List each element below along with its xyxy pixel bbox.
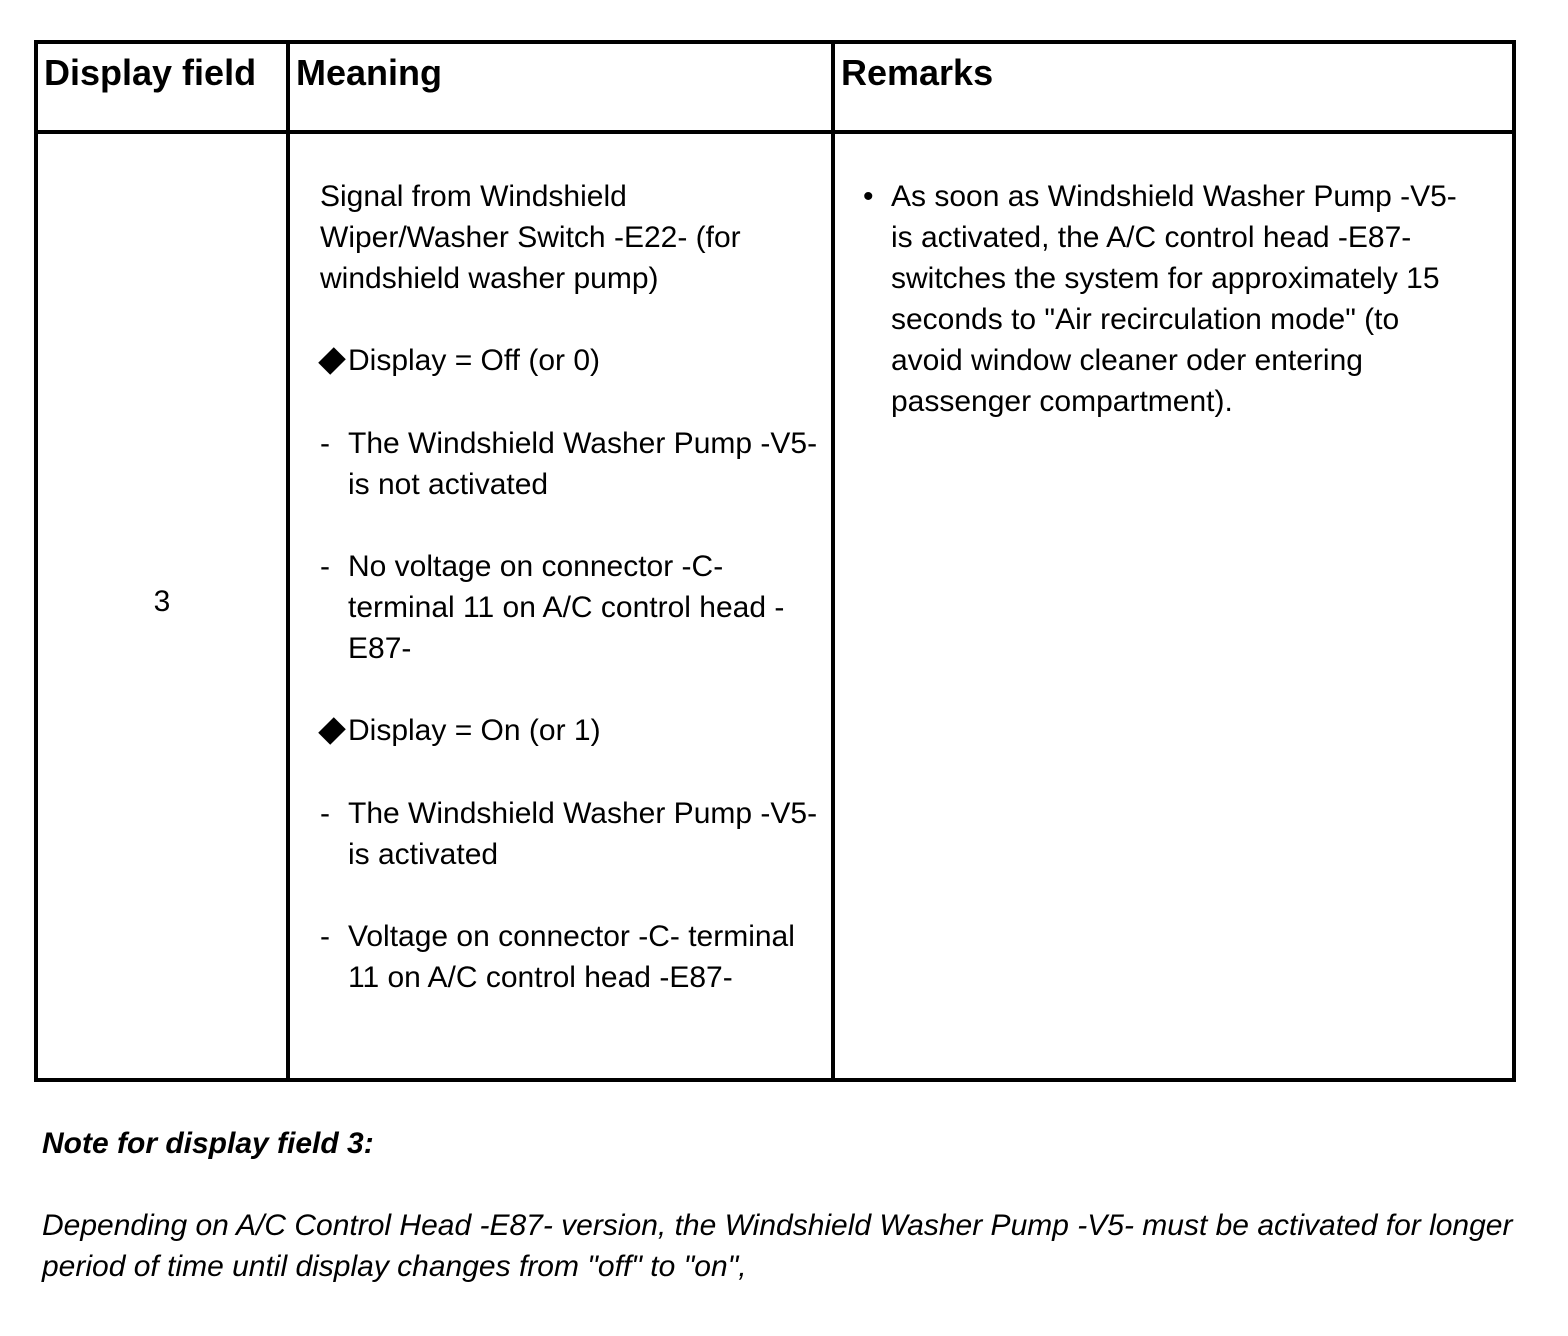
header-display-field-label: Display field [44, 52, 257, 93]
dash-marker: - [320, 920, 330, 953]
table-row [36, 132, 1514, 1080]
remarks-cell [833, 132, 1514, 1080]
header-meaning-label: Meaning [296, 52, 443, 93]
header-remarks [833, 42, 1514, 132]
meaning-intro: Signal from Windshield Wiper/Washer Switch -E22- (for windshield washer pump) [320, 180, 741, 295]
display-field-value: 3 [153, 585, 171, 618]
on-item-1-text: The Windshield Washer Pump -V5- is activated [348, 797, 818, 871]
remarks-bullet-1-text: As soon as Windshield Washer Pump -V5- is activated, the A/C control head -E87- switches the system for approximately 15 seconds to "Air recirculation mode" (to avoid window cleaner oder entering passenger compartment). [891, 180, 1457, 418]
dash-marker: - [320, 427, 330, 460]
on-heading-text: Display = On (or 1) [348, 714, 601, 747]
header-display-field [36, 42, 288, 132]
diamond-bullet-icon [318, 717, 346, 745]
list-item [320, 793, 821, 875]
off-heading [320, 340, 821, 382]
table-header-row [36, 42, 1514, 132]
note-body: Depending on A/C Control Head -E87- version, the Windshield Washer Pump -V5- must be activated for longer period of time until display changes from "off" to "on", [42, 1209, 1513, 1283]
note-title: Note for display field 3: [42, 1127, 374, 1160]
header-remarks-label: Remarks [841, 52, 994, 93]
list-item [320, 916, 821, 998]
list-item [320, 546, 821, 669]
on-heading [320, 710, 821, 752]
display-field-table [34, 40, 1516, 1082]
list-item [320, 423, 821, 505]
off-heading-text: Display = Off (or 0) [348, 344, 601, 377]
header-meaning [288, 42, 833, 132]
display-field-cell [36, 132, 288, 1080]
bullet-marker: • [863, 180, 874, 213]
dash-marker: - [320, 550, 330, 583]
diamond-bullet-icon [318, 347, 346, 375]
off-item-2-text: No voltage on connector -C- terminal 11 on A/C control head -E87- [348, 550, 785, 665]
off-item-1-text: The Windshield Washer Pump -V5- is not activated [348, 427, 818, 501]
dash-marker: - [320, 797, 330, 830]
list-item [863, 176, 1472, 422]
meaning-cell [288, 132, 833, 1080]
on-item-2-text: Voltage on connector -C- terminal 11 on A/C control head -E87- [348, 920, 795, 994]
